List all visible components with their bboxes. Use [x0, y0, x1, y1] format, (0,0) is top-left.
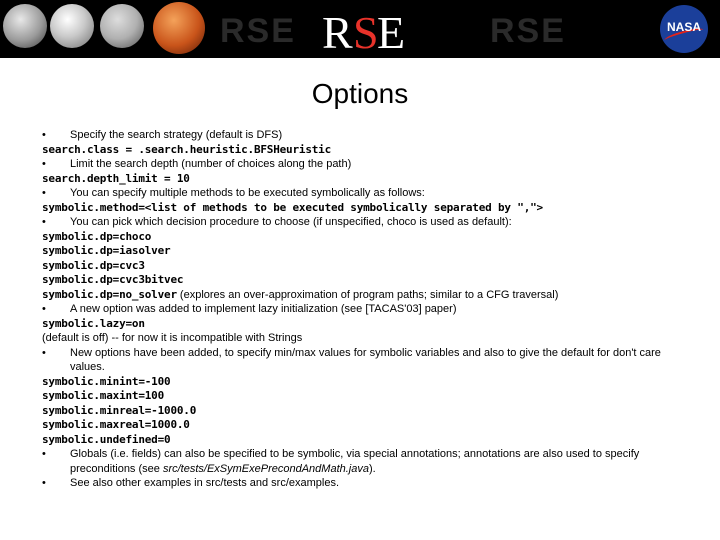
code-text: symbolic.dp=no_solver — [42, 287, 177, 301]
bullet-icon: • — [42, 187, 46, 199]
code-note: (explores an over-approximation of program paths; similar to a CFG traversal) — [176, 288, 559, 301]
bullet-icon: • — [42, 129, 46, 141]
bullet-item — [42, 302, 682, 317]
code-line: symbolic.dp=choco — [42, 229, 152, 243]
bullet-text-pre: Globals (i.e. fields) can also be specified to be symbolic, via special annotations; annotations are also used to specify preconditions (see — [70, 448, 640, 475]
bullet-text-post: ). — [368, 462, 376, 475]
code-line: symbolic.dp=cvc3 — [42, 258, 145, 272]
header-banner — [0, 0, 720, 58]
bullet-item — [42, 128, 682, 143]
rse-logo — [320, 0, 470, 58]
bullet-icon: • — [42, 158, 46, 170]
bullet-text: Specify the search strategy (default is DFS) — [70, 129, 283, 141]
bullet-item — [42, 157, 682, 172]
bullet-item — [42, 447, 682, 476]
note-line: (default is off) -- for now it is incompatible with Strings — [42, 332, 303, 344]
bullet-icon: • — [42, 216, 46, 228]
bullet-item — [42, 186, 682, 201]
bullet-icon: • — [42, 346, 46, 359]
code-line: symbolic.method=<list of methods to be executed symbolically separated by ","> — [42, 200, 543, 214]
code-line: symbolic.dp=iasolver — [42, 244, 171, 257]
code-line: search.class = .search.heuristic.BFSHeuristic — [42, 142, 332, 156]
nasa-logo-text: NASA — [666, 20, 701, 34]
slide-title: Options — [311, 78, 409, 109]
bullet-text: You can specify multiple methods to be executed symbolically as follows: — [70, 187, 425, 199]
bullet-text: You can pick which decision procedure to choose (if unspecified, choco is used as default): — [70, 216, 512, 228]
file-path: src/tests/ExSymExePrecondAndMath.java — [162, 462, 369, 475]
banner-faded-text-right: RSE — [490, 12, 566, 50]
bullet-item — [42, 215, 682, 230]
logo-letter-s: S — [353, 7, 379, 58]
planet-mercury-icon — [3, 4, 47, 48]
bullet-icon: • — [42, 303, 46, 315]
planet-asteroid-icon — [100, 4, 144, 48]
code-line: symbolic.undefined=0 — [42, 432, 171, 446]
bullet-text: A new option was added to implement lazy initialization (see [TACAS'03] paper) — [70, 303, 457, 315]
banner-faded-text-left: RSE — [220, 12, 296, 50]
logo-letter-e: E — [377, 7, 406, 58]
code-line: symbolic.minint=-100 — [42, 374, 171, 388]
code-line: search.depth_limit = 10 — [42, 171, 190, 185]
nasa-logo-icon — [660, 5, 708, 53]
code-line: symbolic.maxint=100 — [42, 389, 165, 402]
slide-content — [42, 128, 682, 491]
planet-moon-icon — [50, 4, 94, 48]
bullet-text — [70, 447, 682, 476]
logo-letter-r: R — [322, 7, 353, 58]
bullet-text: New options have been added, to specify min/max values for symbolic variables and also to give the default for don't care values. — [70, 346, 661, 373]
code-line-with-note — [42, 288, 682, 303]
bullet-text: Limit the search depth (number of choices along the path) — [70, 158, 352, 170]
bullet-item — [42, 476, 682, 491]
code-line: symbolic.dp=cvc3bitvec — [42, 273, 184, 286]
bullet-icon: • — [42, 477, 46, 489]
code-line: symbolic.minreal=-1000.0 — [42, 403, 197, 417]
code-line: symbolic.lazy=on — [42, 316, 145, 330]
bullet-item — [42, 346, 682, 375]
bullet-icon: • — [42, 448, 46, 460]
code-line: symbolic.maxreal=1000.0 — [42, 418, 190, 431]
bullet-text: See also other examples in src/tests and src/examples. — [70, 477, 340, 489]
planet-mars-icon — [153, 2, 205, 54]
